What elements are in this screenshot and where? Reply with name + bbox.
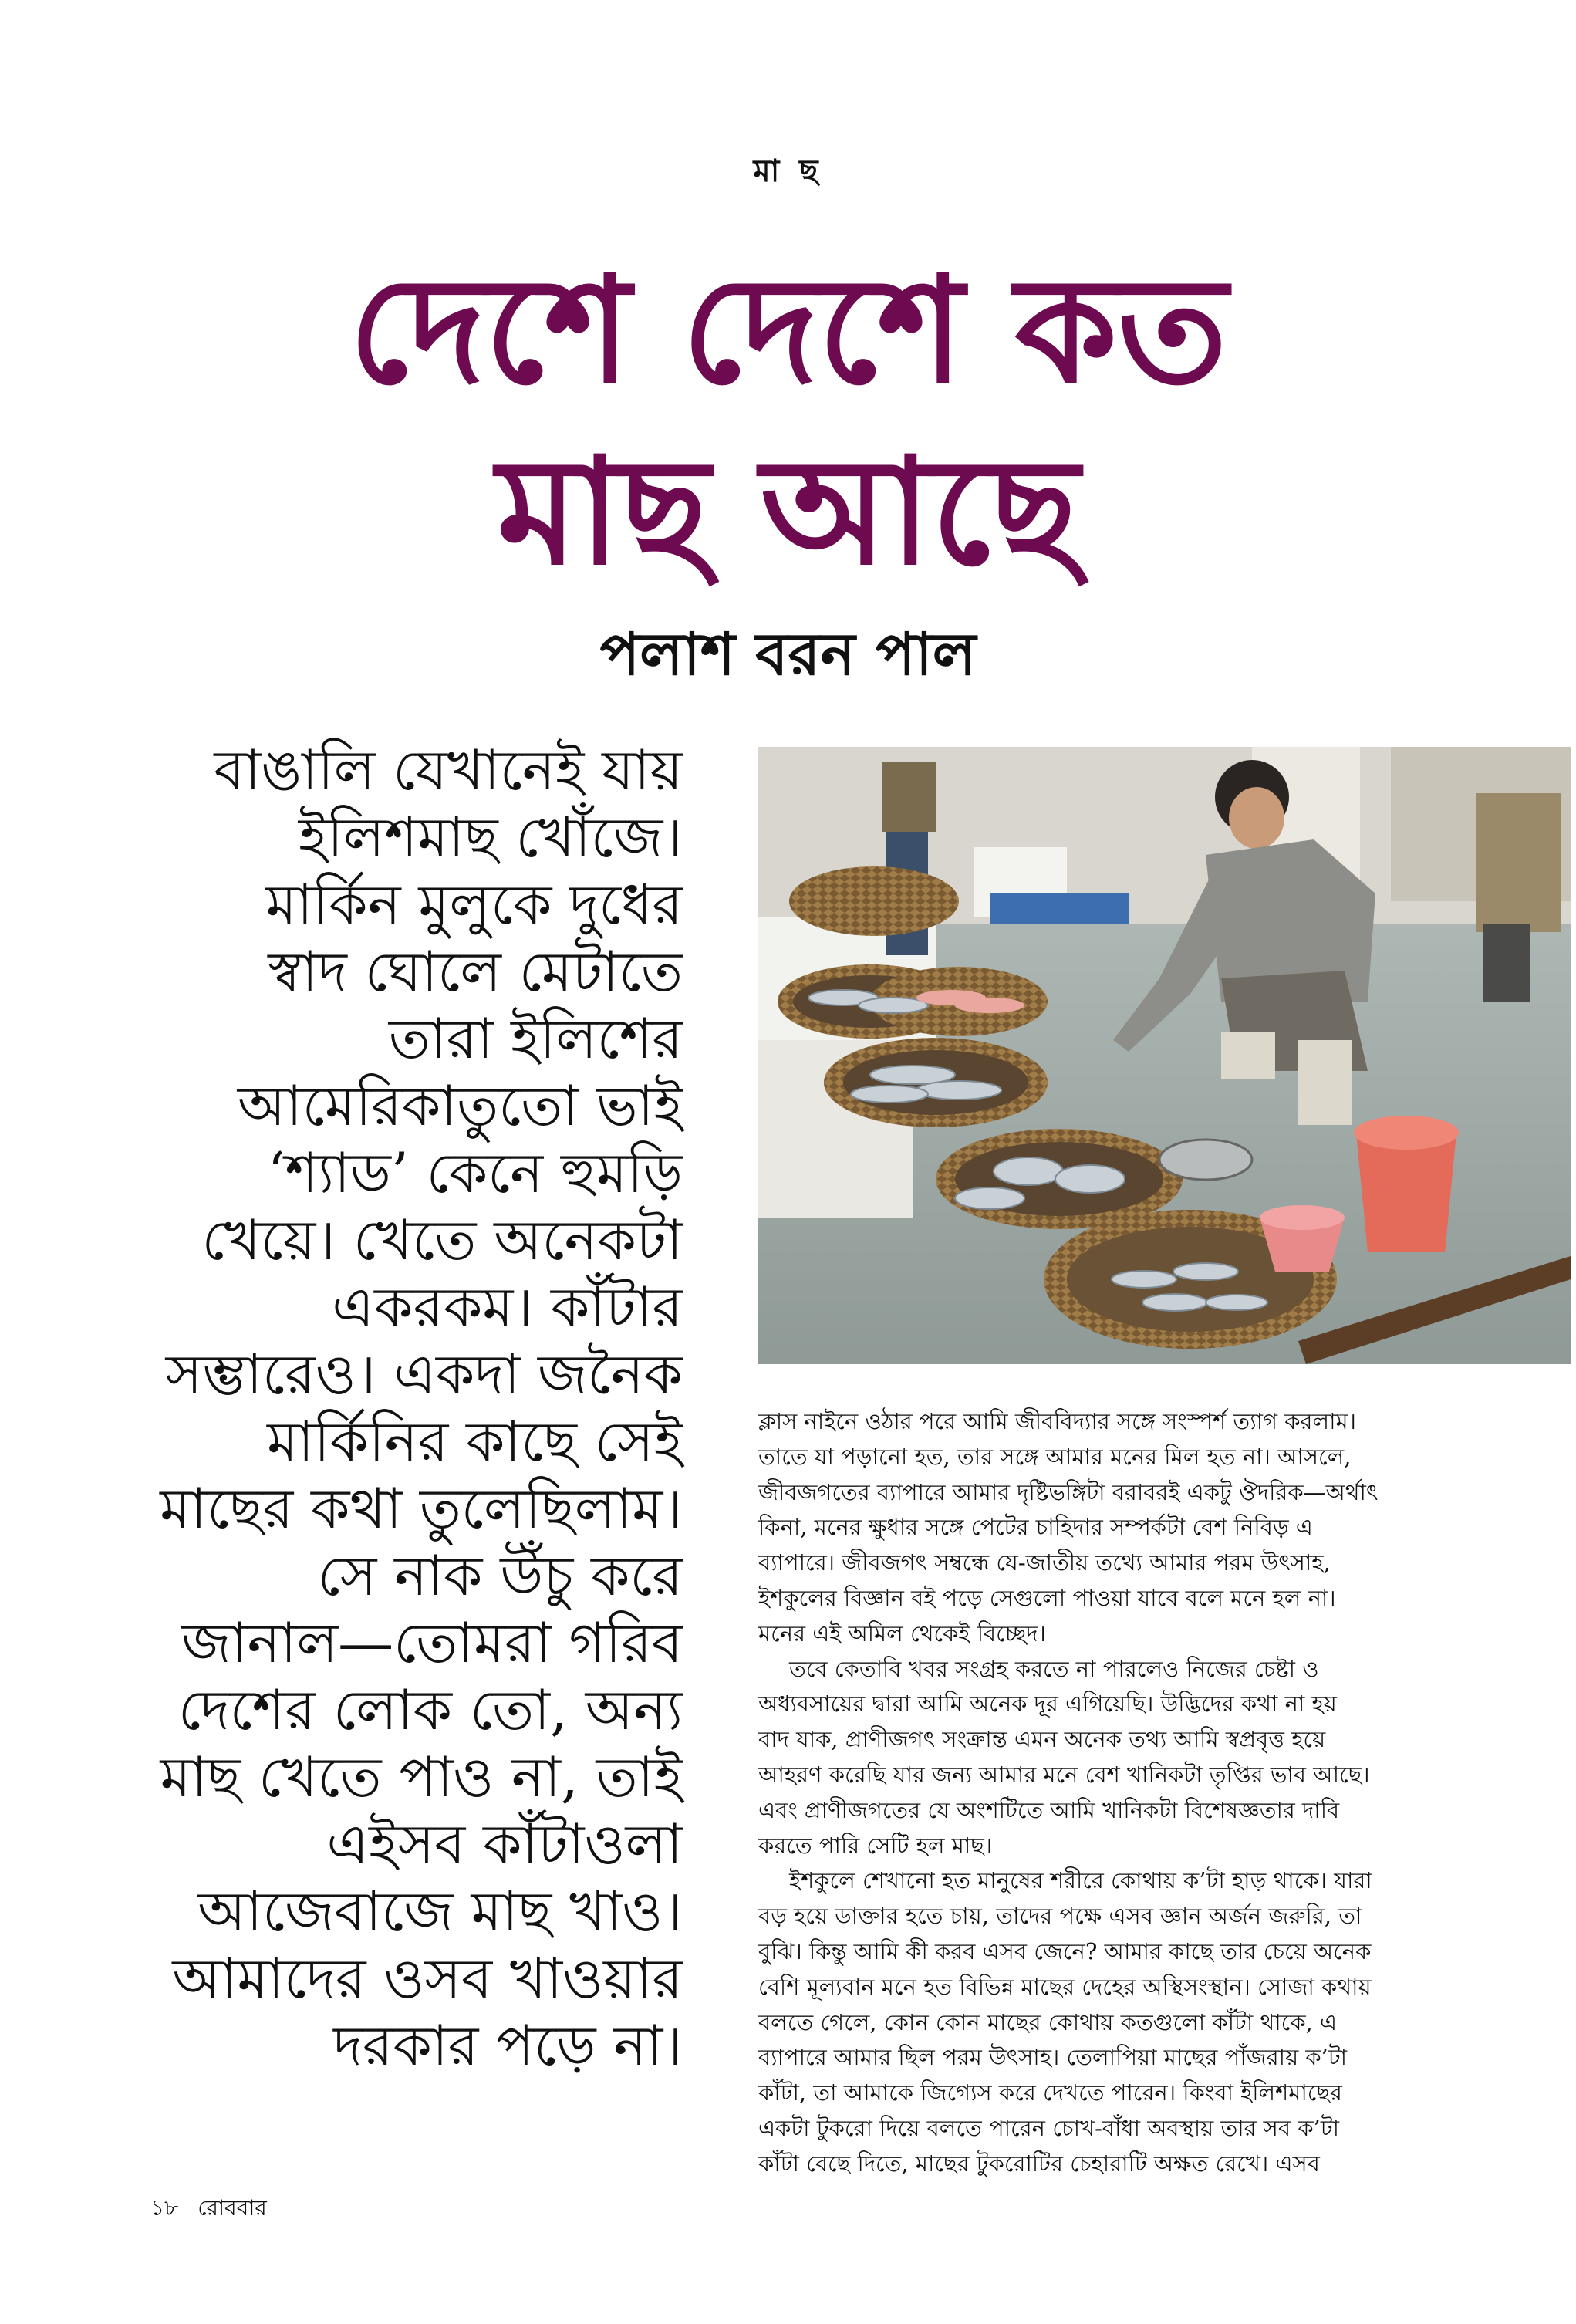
pull-quote-line: সম্ভারেও। একদা জনৈক <box>165 1342 683 1407</box>
pull-quote-line: বাঙালি যেখানেই যায় <box>214 738 683 802</box>
body-line: তাতে যা পড়ানো হত, তার সঙ্গে আমার মনের মিল হত না। আসলে, <box>758 1443 1352 1470</box>
pull-quote-line: মাছ খেতে পাও না, তাই <box>160 1745 683 1809</box>
pull-quote-line: আজেবাজে মাছ খাও। <box>197 1879 683 1944</box>
page-number: ১৮ <box>150 2195 179 2221</box>
body-line: বলতে গেলে, কোন কোন মাছের কোথায় কতগুলো কাঁটা থাকে, এ <box>758 2008 1338 2035</box>
body-line: এবং প্রাণীজগতের যে অংশটিতে আমি খানিকটা বিশেষজ্ঞতার দাবি <box>758 1796 1340 1823</box>
body-line: ইশকুলের বিজ্ঞান বই পড়ে সেগুলো পাওয়া যাবে বলে মনে হল না। <box>758 1584 1336 1611</box>
body-line: জীবজগতের ব্যাপারে আমার দৃষ্টিভঙ্গিটা বরাবরই একটু ঔদরিক—অর্থাৎ <box>758 1478 1379 1505</box>
pull-quote-line: জানাল—তোমরা গরিব <box>181 1610 683 1675</box>
body-line: কাঁটা, তা আমাকে জিগ্যেস করে দেখতে পারেন। কিংবা ইলিশমাছের <box>758 2079 1342 2106</box>
author-byline: পলাশ বরন পাল <box>599 620 977 688</box>
body-line: কাঁটা বেছে দিতে, মাছের টুকরোটির চেহারাটি অক্ষত রেখে। এসব <box>758 2150 1320 2177</box>
body-line: ব্যাপারে। জীবজগৎ সম্বন্ধে যে-জাতীয় তথ্যে আমার পরম উৎসাহ, <box>758 1549 1331 1576</box>
pull-quote-line: মাছের কথা তুলেছিলাম। <box>160 1476 683 1541</box>
fish-market-photo <box>758 747 1571 1364</box>
section-label: মা ছ <box>753 153 823 189</box>
pull-quote-line: সে নাক উঁচু করে <box>317 1543 683 1608</box>
pull-quote-line: স্বাদ ঘোলে মেটাতে <box>268 939 683 1004</box>
body-line: বাদ যাক, প্রাণীজগৎ সংক্রান্ত এমন অনেক তথ্য আমি স্বপ্রবৃত্ত হয়ে <box>758 1726 1326 1753</box>
pull-quote-line: তারা ইলিশের <box>388 1006 683 1071</box>
pull-quote-line: আমেরিকাতুতো ভাই <box>237 1073 683 1138</box>
body-line: অধ্যবসায়ের দ্বারা আমি অনেক দূর এগিয়েছি। উদ্ভিদের কথা না হয় <box>758 1691 1337 1718</box>
body-line: বুঝি। কিন্তু আমি কী করব এসব জেনে? আমার কাছে তার চেয়ে অনেক <box>758 1937 1372 1964</box>
fish-market-illustration <box>758 747 1571 1364</box>
pull-quote-line: দরকার পড়ে না। <box>333 2013 683 2078</box>
headline-line-1: দেশে দেশে কত <box>348 244 1228 416</box>
pull-quote-line: মার্কিনির কাছে সেই <box>267 1409 683 1474</box>
pull-quote-line: আমাদের ওসব খাওয়ার <box>172 1946 683 2011</box>
pull-quote-line: ‘শ্যাড’ কেনে হুমড়ি <box>267 1140 683 1205</box>
body-line: আহরণ করেছি যার জন্য আমার মনে বেশ খানিকটা তৃপ্তির ভাব আছে। <box>758 1761 1370 1788</box>
body-line: কিনা, মনের ক্ষুধার সঙ্গে পেটের চাহিদার সম্পর্কটা বেশ নিবিড় এ <box>758 1514 1313 1541</box>
body-line: করতে পারি সেটি হল মাছ। <box>758 1832 993 1859</box>
body-line: বড় হয়ে ডাক্তার হতে চায়, তাদের পক্ষে এসব জ্ঞান অর্জন জরুরি, তা <box>758 1903 1362 1930</box>
body-text <box>758 1404 1530 2182</box>
body-line: বেশি মূল্যবান মনে হত বিভিন্ন মাছের দেহের অস্থিসংস্থান। সোজা কথায় <box>758 1973 1372 2000</box>
pull-quote-line: খেয়ে। খেতে অনেকটা <box>201 1208 683 1272</box>
headline-line-2: মাছ আছে <box>497 425 1079 597</box>
page-footer <box>150 2191 267 2228</box>
headline <box>0 239 1576 602</box>
pull-quote-line: ইলিশমাছ খোঁজে। <box>298 805 683 870</box>
pull-quote <box>143 737 683 2079</box>
body-line: ইশকুলে শেখানো হত মানুষের শরীরে কোথায় ক’টা হাড় থাকে। যারা <box>789 1867 1372 1894</box>
pull-quote-line: একরকম। কাঁটার <box>332 1275 683 1339</box>
body-line: তবে কেতাবি খবর সংগ্রহ করতে না পারলেও নিজের চেষ্টা ও <box>789 1655 1319 1682</box>
body-line: ক্লাস নাইনে ওঠার পরে আমি জীববিদ্যার সঙ্গে সংস্পর্শ ত্যাগ করলাম। <box>758 1408 1356 1434</box>
body-line: একটা টুকরো দিয়ে বলতে পারেন চোখ-বাঁধা অবস্থায় তার সব ক’টা <box>758 2114 1340 2141</box>
body-line: ব্যাপারে আমার ছিল পরম উৎসাহ। তেলাপিয়া মাছের পাঁজরায় ক’টা <box>758 2044 1348 2071</box>
pull-quote-line: মার্কিন মুলুকে দুধের <box>265 872 683 937</box>
pull-quote-line: এইসব কাঁটাওলা <box>326 1812 683 1876</box>
pull-quote-line: দেশের লোক তো, অন্য <box>177 1677 683 1742</box>
body-line: মনের এই অমিল থেকেই বিচ্ছেদ। <box>758 1620 1046 1647</box>
magazine-name: রোববার <box>197 2195 267 2221</box>
